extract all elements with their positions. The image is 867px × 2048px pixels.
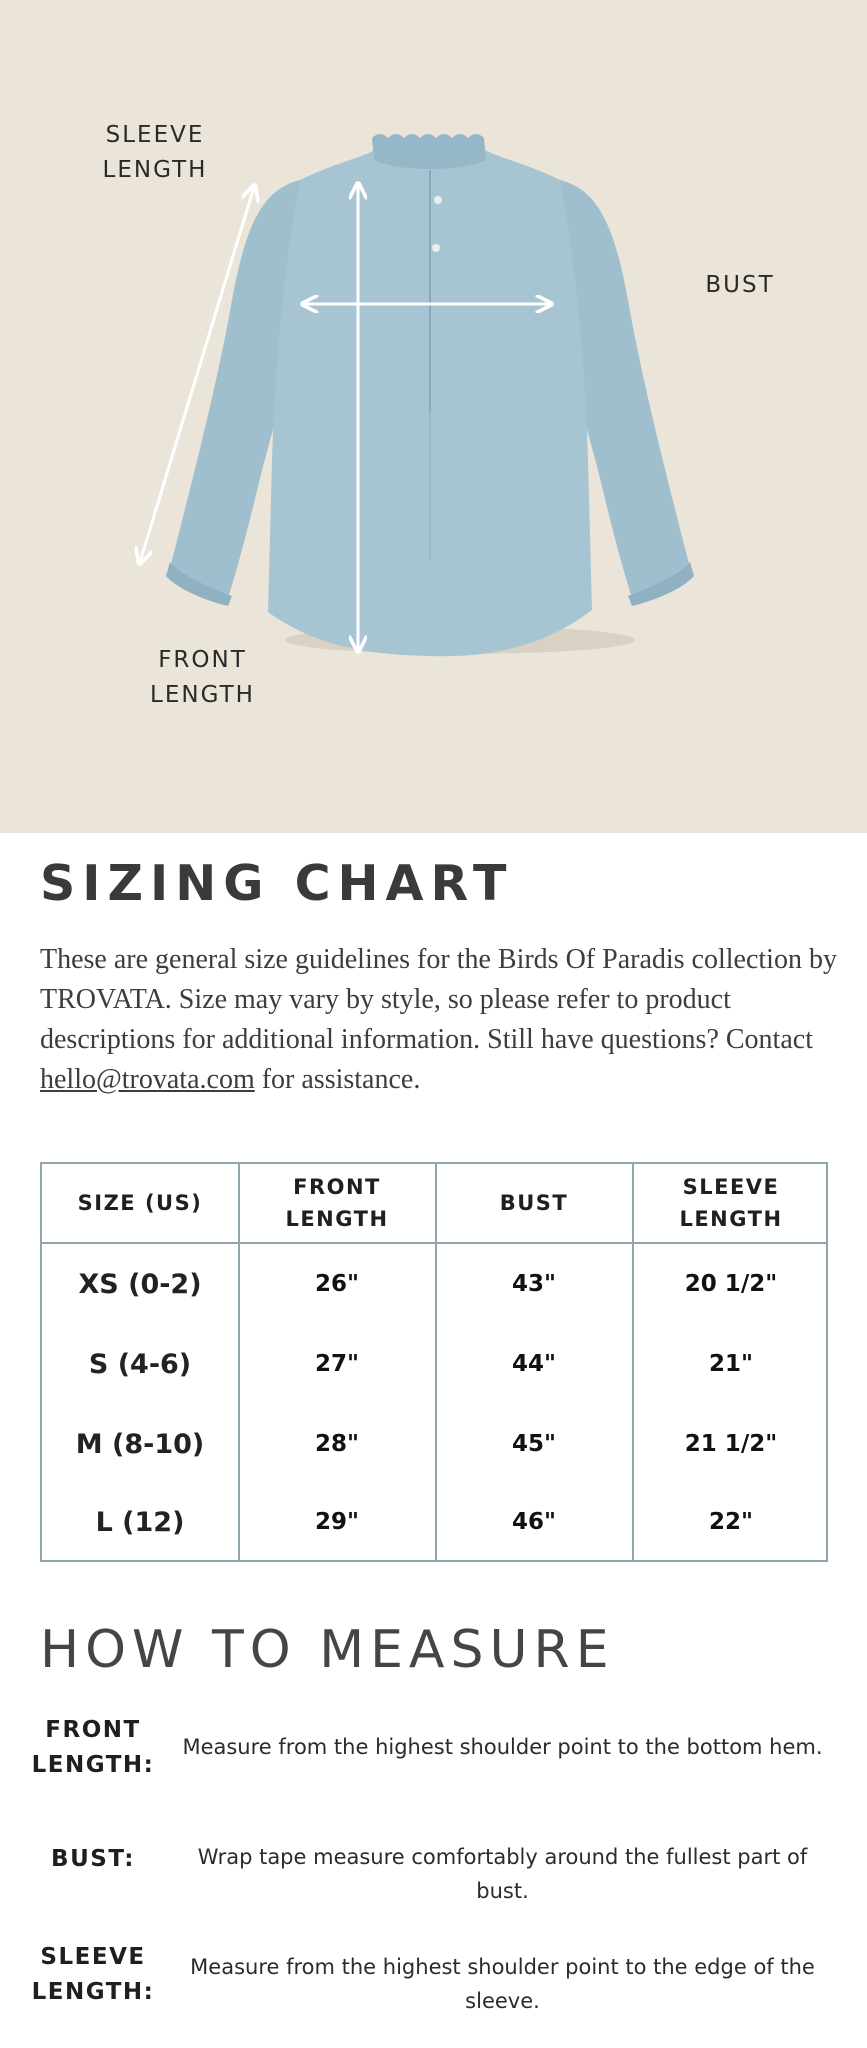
header-sleeve-length: SLEEVE LENGTH (679, 1175, 783, 1231)
measure-term-sleeve-length: SLEEVE LENGTH: (31, 1944, 155, 2005)
button (432, 244, 440, 252)
product-hero (0, 0, 867, 833)
cell-bust: 46" (512, 1509, 556, 1535)
cell-sleeve-length: 22" (709, 1509, 753, 1535)
button (434, 196, 442, 204)
cell-size: M (8-10) (75, 1428, 205, 1460)
sleeve-length-label: SLEEVE LENGTH (102, 122, 208, 183)
header-size: SIZE (US) (77, 1191, 203, 1215)
bust-label: BUST (705, 272, 775, 298)
measure-term-bust: BUST: (51, 1846, 135, 1872)
cell-front-length: 29" (315, 1509, 359, 1535)
cell-size: S (4-6) (88, 1348, 192, 1380)
cell-sleeve-length: 20 1/2" (684, 1271, 778, 1297)
measure-desc-bust: Wrap tape measure comfortably around the fullest part of bust. (197, 1845, 808, 1903)
intro-text: These are general size guidelines for the Birds Of Paradis collection by TROVATA. Size may vary by style, so please refer to product descriptions for additional information. Still have questions? Contact (40, 944, 837, 1055)
size-table (40, 1162, 828, 1562)
header-front-length: FRONT LENGTH (285, 1175, 389, 1231)
ruffle-collar (372, 134, 486, 169)
sizing-chart-title: SIZING CHART (40, 855, 514, 912)
intro-text-end: for assistance. (254, 1064, 421, 1095)
cell-sleeve-length: 21" (709, 1351, 753, 1377)
cell-front-length: 26" (315, 1271, 359, 1297)
cell-size: L (12) (95, 1506, 185, 1538)
email-link[interactable]: hello@trovata.com (40, 1064, 255, 1095)
cell-bust: 45" (512, 1431, 556, 1457)
measure-term-front-length: FRONT LENGTH: (31, 1717, 155, 1778)
sizing-intro (40, 940, 840, 1100)
cell-front-length: 28" (315, 1431, 359, 1457)
how-to-measure-title: HOW TO MEASURE (40, 1620, 615, 1680)
measure-desc-sleeve-length: Measure from the highest shoulder point to the edge of the sleeve. (190, 1955, 815, 2013)
cell-bust: 43" (512, 1271, 556, 1297)
front-length-label: FRONT LENGTH (150, 647, 255, 708)
header-bust: BUST (499, 1191, 569, 1215)
cell-size: XS (0-2) (78, 1268, 202, 1300)
cell-bust: 44" (512, 1351, 556, 1377)
measure-desc-front-length: Measure from the highest shoulder point to the bottom hem. (182, 1735, 823, 1759)
cell-front-length: 27" (315, 1351, 359, 1377)
cell-sleeve-length: 21 1/2" (684, 1431, 778, 1457)
